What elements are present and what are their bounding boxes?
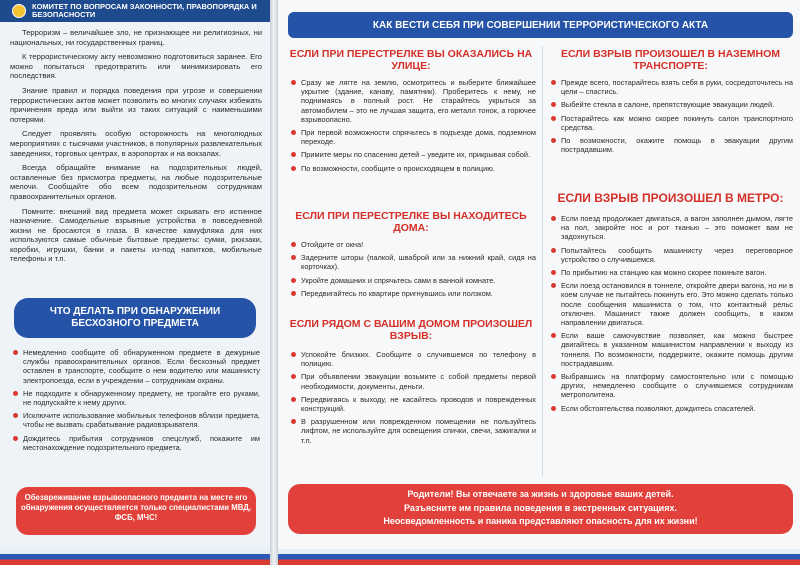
list-item: По возможности, окажите помощь в эвакуации другим пострадавшим. <box>550 136 793 154</box>
list-item: Выбравшись на платформу самостоятельно или с помощью других, немедленно сообщите о случившемся сотрудникам метрополитена. <box>550 372 793 400</box>
column-divider <box>542 46 543 476</box>
parents-note <box>288 484 793 534</box>
near-house-list <box>290 350 536 449</box>
list-item: Если ваше самочувствие позволяет, как можно быстрее двигайтесь в указанном машинистом направлении к выходу из тоннеля. По возможности, поддержите, окажите помощь другим пострадавшим. <box>550 331 793 368</box>
intro-paragraph: Следует проявлять особую осторожность на многолюдных мероприятиях с тысячами участников, в популярных развлекательных заведениях, торговых центрах, в аэропортах и на вокзалах. <box>10 129 262 158</box>
intro-paragraph: Терроризм – величайшее зло, не признающее ни религиозных, ни национальных, ни государственных границ. <box>10 28 262 47</box>
list-item: Успокойте близких. Сообщите о случившемся по телефону в полицию. <box>290 350 536 368</box>
suspicious-object-list <box>12 348 260 456</box>
home-list <box>290 240 536 302</box>
list-item: Если обстоятельства позволяют, дождитесь спасателей. <box>550 404 793 413</box>
street-list <box>290 78 536 177</box>
list-item: Постарайтесь как можно скорее покинуть салон транспортного средства. <box>550 114 793 132</box>
intro-paragraph: Знание правил и порядка поведения при угрозе и совершении террористических актов может позволить во многих случаях избежать причинения вреда или выйти из таких ситуаций с наименьшими потерями. <box>10 85 262 124</box>
intro-text <box>10 28 262 269</box>
list-item: Отойдите от окна! <box>290 240 536 249</box>
fold-line <box>270 0 278 565</box>
parents-note-line: Неосведомленность и паника представляют опасность для их жизни! <box>383 516 698 526</box>
metro-title: ЕСЛИ ВЗРЫВ ПРОИЗОШЕЛ В МЕТРО: <box>557 191 784 205</box>
home-title: ЕСЛИ ПРИ ПЕРЕСТРЕЛКЕ ВЫ НАХОДИТЕСЬ ДОМА: <box>295 210 527 234</box>
list-item: Попытайтесь сообщить машинисту через переговорное устройство о случившемся. <box>550 246 793 264</box>
transport-list <box>550 78 793 158</box>
intro-paragraph: К террористическому акту невозможно подготовиться заранее. Его можно попытаться предотвратить или минимизировать его последствия. <box>10 52 262 81</box>
list-item: Немедленно сообщите об обнаруженном предмете в дежурные службы правоохранительных органов. Если бесхозный предмет оставлен в транспорте, сообщите о нем водителю или машинисту электропоезда, если в учреждении – сотрудникам охраны. <box>12 348 260 385</box>
list-item: При первой возможности спрячьтесь в подъезде дома, подземном переходе. <box>290 128 536 146</box>
list-item: Дождитесь прибытия сотрудников спецслужб, покажите им местонахождение подозрительного предмета. <box>12 434 260 452</box>
list-item: Задерните шторы (палкой, шваброй или за нижний край, сидя на корточках). <box>290 253 536 271</box>
list-item: Не подходите к обнаруженному предмету, не трогайте его руками, не подпускайте к нему других. <box>12 389 260 407</box>
defusal-note: Обезвреживание взрывоопасного предмета на месте его обнаружения осуществляется только специалистами МВД, ФСБ, МЧС! <box>16 487 256 535</box>
list-item: Прежде всего, постарайтесь взять себя в руки, сосредоточьтесь на цели – спастись. <box>550 78 793 96</box>
list-item: Укройте домашних и спрячьтесь сами в ванной комнате. <box>290 276 536 285</box>
org-name: КОМИТЕТ ПО ВОПРОСАМ ЗАКОННОСТИ, ПРАВОПОРЯДКА И БЕЗОПАСНОСТИ <box>32 2 257 19</box>
list-item: Передвигаясь к выходу, не касайтесь проводов и поврежденных конструкций. <box>290 395 536 413</box>
list-item: Сразу же лягте на землю, осмотритесь и выберите ближайшее укрытие (здание, канаву, памятник). Проберитесь к нему, не поднимаясь в полный рост. Не старайтесь укрыться за автомобилем – это не лучшая защита, его металл тонок, а горючее взрывоопасно. <box>290 78 536 124</box>
main-title: КАК ВЕСТИ СЕБЯ ПРИ СОВЕРШЕНИИ ТЕРРОРИСТИЧЕСКОГО АКТА <box>288 12 793 38</box>
metro-list <box>550 214 793 417</box>
list-item: Исключите использование мобильных телефонов вблизи предмета, чтобы не вызвать срабатывание радиовзрывателя. <box>12 411 260 429</box>
list-item: Если поезд продолжает двигаться, а вагон заполнен дымом, лягте на пол, закройте нос и рот тканью – это поможет вам не задохнуться. <box>550 214 793 242</box>
list-item: В разрушенном или поврежденном помещении не пользуйтесь лифтом, не используйте для освещения спички, свечи, зажигалки и т.п. <box>290 417 536 445</box>
intro-paragraph: Помните: внешний вид предмета может скрывать его истинное назначение. Самодельные взрывные устройства в повседневной жизни не бросаются в глаза. В качестве камуфляжа для них используются самые обычные бытовые предметы: сумки, рюкзаки, коробки, игрушки, банки и пакеты из-под напитков, мобильные телефоны и т.п. <box>10 206 262 264</box>
list-item: Передвигайтесь по квартире пригнувшись или ползком. <box>290 289 536 298</box>
suspicious-object-title: ЧТО ДЕЛАТЬ ПРИ ОБНАРУЖЕНИИ БЕСХОЗНОГО ПРЕДМЕТА <box>14 298 256 338</box>
flag-stripe-left <box>0 549 270 565</box>
list-item: При объявлении эвакуации возьмите с собой предметы первой необходимости, документы, деньги. <box>290 372 536 390</box>
parents-note-line: Родители! Вы отвечаете за жизнь и здоровье ваших детей. <box>407 489 674 499</box>
near-house-title: ЕСЛИ РЯДОМ С ВАШИМ ДОМОМ ПРОИЗОШЕЛ ВЗРЫВ: <box>289 318 533 342</box>
org-header <box>0 0 270 22</box>
emblem-icon <box>12 4 26 18</box>
flag-stripe-right <box>278 549 800 565</box>
intro-paragraph: Всегда обращайте внимание на подозрительных людей, оставленные без присмотра предметы, на любые подозрительные мелочи. Сообщайте обо всем подозрительном сотрудникам правоохранительных органов. <box>10 163 262 201</box>
list-item: Примите меры по спасению детей – уведите их, прикрывая собой. <box>290 150 536 159</box>
transport-title: ЕСЛИ ВЗРЫВ ПРОИЗОШЕЛ В НАЗЕМНОМ ТРАНСПОРТЕ: <box>560 48 781 72</box>
list-item: Если поезд остановился в тоннеле, откройте двери вагона, но ни в коем случае не пытайтесь покинуть его. Это можно сделать только после сообщения машиниста о том, что контактный рельс отключен. Машинист также должен сообщить, в каком направлении двигаться. <box>550 281 793 327</box>
list-item: По прибытию на станцию как можно скорее покиньте вагон. <box>550 268 793 277</box>
list-item: Выбейте стекла в салоне, препятствующие эвакуации людей. <box>550 100 793 109</box>
list-item: По возможности, сообщите о происходящем в полицию. <box>290 164 536 173</box>
parents-note-line: Разъясните им правила поведения в экстренных ситуациях. <box>404 502 677 513</box>
street-title: ЕСЛИ ПРИ ПЕРЕСТРЕЛКЕ ВЫ ОКАЗАЛИСЬ НА УЛИЦЕ: <box>289 48 533 72</box>
